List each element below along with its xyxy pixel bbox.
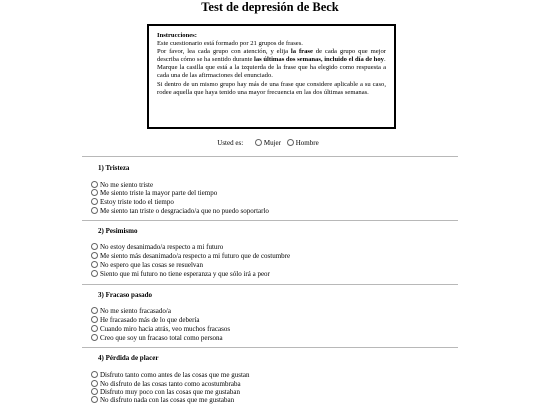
answer-option[interactable]: Estoy triste todo el tiempo [91,198,174,206]
instructions-text-2: Por favor, lea cada grupo con atención, y elija la frase de cada grupo que mejor describa cómo se ha sentido durante las últimas dos semanas, incluido el día de hoy. [157,48,386,64]
instructions-box [147,24,396,129]
question-title-1: 1) Tristeza [98,164,130,172]
answer-option[interactable]: Siento que mi futuro no tiene esperanza y que sólo irá a peor [91,270,270,278]
gender-option-mujer[interactable]: Mujer [255,139,281,147]
section-divider [82,347,458,348]
radio-button[interactable] [91,307,98,314]
radio-button[interactable] [91,380,98,387]
radio-button[interactable] [91,316,98,323]
gender-selector [0,138,540,148]
answer-option[interactable]: Me siento triste la mayor parte del tiempo [91,189,217,197]
answer-option[interactable]: Me siento tan triste o desgraciado/a que no puedo soportarlo [91,207,269,215]
radio-button[interactable] [91,243,98,250]
question-title-2: 2) Pesimismo [98,227,138,235]
page-title: Test de depresión de Beck [201,0,339,14]
answer-option[interactable]: No estoy desanimado/a respecto a mi futuro [91,243,223,251]
gender-option-hombre[interactable]: Hombre [287,139,319,147]
answer-option[interactable]: Cuando miro hacia atrás, veo muchos fracasos [91,325,230,333]
section-divider [82,220,458,221]
radio-button[interactable] [91,396,98,403]
answer-option[interactable]: Disfruto muy poco con las cosas que me gustaban [91,388,240,396]
radio-button[interactable] [91,270,98,277]
answer-option[interactable]: No me siento fracasado/a [91,307,171,315]
answer-option[interactable]: Creo que soy un fracaso total como persona [91,334,223,342]
instructions-text-4: Si dentro de un mismo grupo hay más de una frase que considere aplicable a su caso, rodee aquella que haya tenido una mayor frecuencia en las dos últimas semanas. [157,80,386,96]
instructions-heading: Instrucciones: [157,32,197,39]
section-divider [82,284,458,285]
instructions-text-1: Este cuestionario está formado por 21 grupos de frases. [157,40,303,48]
radio-button[interactable] [91,261,98,268]
answer-option[interactable]: No disfruto nada con las cosas que me gustaban [91,396,234,404]
radio-button[interactable] [91,388,98,395]
radio-button[interactable] [287,139,294,146]
answer-option[interactable]: No me siento triste [91,181,153,189]
gender-label: Usted es: [217,139,244,147]
radio-button[interactable] [91,325,98,332]
answer-option[interactable]: No disfruto de las cosas tanto como acostumbraba [91,380,241,388]
instructions-text-3: Marque la casilla que está a la izquierda de la frase que ha elegido como respuesta a cada una de las afirmaciones del enunciado. [157,64,386,80]
radio-button[interactable] [91,198,98,205]
question-title-4: 4) Pérdida de placer [98,354,159,362]
radio-button[interactable] [91,207,98,214]
radio-button[interactable] [91,371,98,378]
radio-button[interactable] [91,181,98,188]
section-divider [82,156,458,157]
answer-option[interactable]: Me siento más desanimado/a respecto a mi futuro que de costumbre [91,252,290,260]
answer-option[interactable]: No espero que las cosas se resuelvan [91,261,203,269]
radio-button[interactable] [91,252,98,259]
radio-button[interactable] [91,334,98,341]
answer-option[interactable]: He fracasado más de lo que debería [91,316,200,324]
radio-button[interactable] [91,189,98,196]
question-title-3: 3) Fracaso pasado [98,291,153,299]
radio-button[interactable] [255,139,262,146]
answer-option[interactable]: Disfruto tanto como antes de las cosas que me gustan [91,371,250,379]
